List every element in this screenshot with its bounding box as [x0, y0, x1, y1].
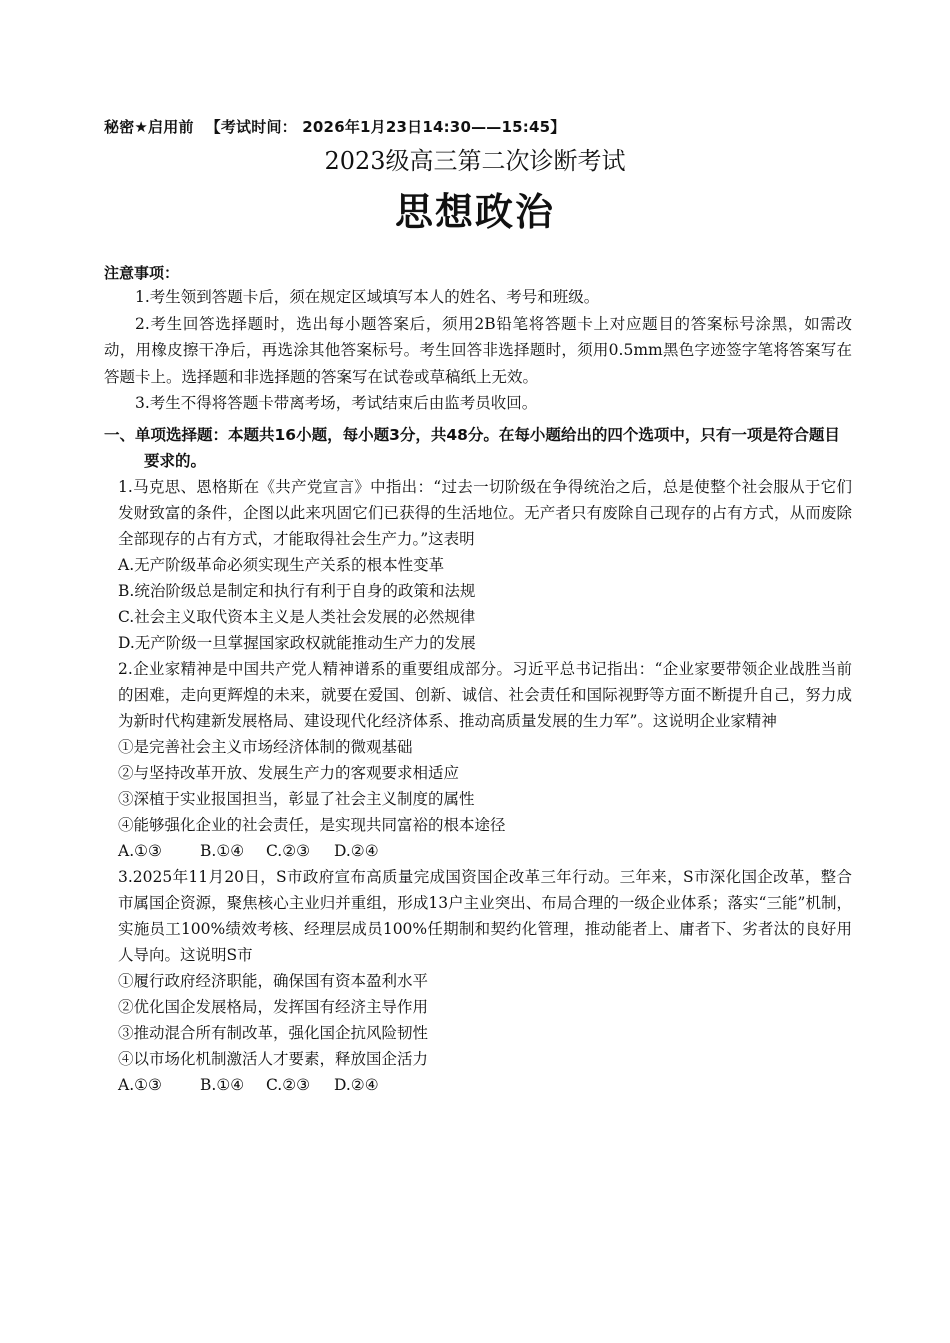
statement-4: ④以市场化机制激活人才要素，释放国企活力 — [118, 1050, 429, 1068]
choice-b: B.①④ — [200, 842, 245, 860]
option-c: C.社会主义取代资本主义是人类社会发展的必然规律 — [118, 608, 476, 626]
choice-a: A.①③ — [118, 842, 162, 860]
statement-3: ③深植于实业报国担当，彰显了社会主义制度的属性 — [118, 790, 475, 808]
question-stem: 2.企业家精神是中国共产党人精神谱系的重要组成部分。习近平总书记指出：“企业家要带领企业战胜当前的困难，走向更辉煌的未来，就要在爱国、创新、诚信、社会责任和国际视野等方面不断提升自己，努力成为新时代构建新发展格局、建设现代化经济体系、推动高质量发展的生力军”。这说明企业家精神 — [118, 660, 852, 730]
choice-c: C.②③ — [266, 1076, 311, 1094]
question-stem: 3.2025年11月20日，S市政府宣布高质量完成国资国企改革三年行动。三年来，S市深化国企改革，整合市属国企资源，聚焦核心主业归并重组，形成13户主业突出、布局合理的一级企业体系；落实“三能”机制，实施员工100%绩效考核、经理层成员100%任期制和契约化管理，推动能者上、庸者下、劣者汰的良好用人导向。这说明S市 — [118, 868, 852, 964]
choice-b: B.①④ — [200, 1076, 245, 1094]
question-2 — [118, 656, 852, 864]
exam-title: 2023级高三第二次诊断考试 — [324, 147, 626, 175]
answer-choices — [118, 838, 852, 864]
choice-d: D.②④ — [334, 1076, 379, 1094]
note-item: 2.考生回答选择题时，选出每小题答案后，须用2B铅笔将答题卡上对应题目的答案标号涂黑，如需改动，用橡皮擦干净后，再选涂其他答案标号。考生回答非选择题时，须用0.5mm黑色字迹签字笔将答案写在答题卡上。选择题和非选择题的答案写在试卷或草稿纸上无效。 — [104, 314, 852, 386]
notes-heading: 注意事项： — [104, 264, 180, 282]
section-title: 一、单项选择题：本题共16小题，每小题3分，共48分。在每小题给出的四个选项中，只有一项是符合题目要求的。 — [104, 426, 840, 470]
note-item: 3.考生不得将答题卡带离考场，考试结束后由监考员收回。 — [135, 394, 538, 412]
statement-1: ①履行政府经济职能，确保国有资本盈利水平 — [118, 972, 429, 990]
statement-4: ④能够强化企业的社会责任，是实现共同富裕的根本途径 — [118, 816, 506, 834]
question-1 — [118, 474, 852, 656]
note-item: 1.考生领到答题卡后，须在规定区域填写本人的姓名、考号和班级。 — [135, 288, 600, 306]
option-b: B.统治阶级总是制定和执行有利于自身的政策和法规 — [118, 582, 476, 600]
confidential-mark: 秘密★启用前 — [104, 118, 194, 136]
notes-list — [104, 284, 852, 417]
exam-time: 【考试时间： 2026年1月23日14:30——15:45】 — [205, 118, 566, 136]
subject-title: 思想政治 — [394, 190, 555, 234]
question-3 — [118, 864, 852, 1098]
statement-1: ①是完善社会主义市场经济体制的微观基础 — [118, 738, 413, 756]
choice-d: D.②④ — [334, 842, 379, 860]
option-d: D.无产阶级一旦掌握国家政权就能推动生产力的发展 — [118, 634, 476, 652]
choice-c: C.②③ — [266, 842, 311, 860]
statement-3: ③推动混合所有制改革，强化国企抗风险韧性 — [118, 1024, 429, 1042]
confidential-line — [104, 116, 565, 137]
answer-choices — [118, 1072, 852, 1098]
question-stem: 1.马克思、恩格斯在《共产党宣言》中指出：“过去一切阶级在争得统治之后，总是使整个社会服从于它们发财致富的条件，企图以此来巩固它们已获得的生活地位。无产者只有废除自己现存的占有方式，从而废除全部现存的占有方式，才能取得社会生产力。”这表明 — [118, 478, 852, 548]
choice-a: A.①③ — [118, 1076, 162, 1094]
option-a: A.无产阶级革命必须实现生产关系的根本性变革 — [118, 556, 445, 574]
statement-2: ②与坚持改革开放、发展生产力的客观要求相适应 — [118, 764, 460, 782]
questions-list — [118, 474, 852, 1098]
statement-2: ②优化国企发展格局，发挥国有经济主导作用 — [118, 998, 429, 1016]
